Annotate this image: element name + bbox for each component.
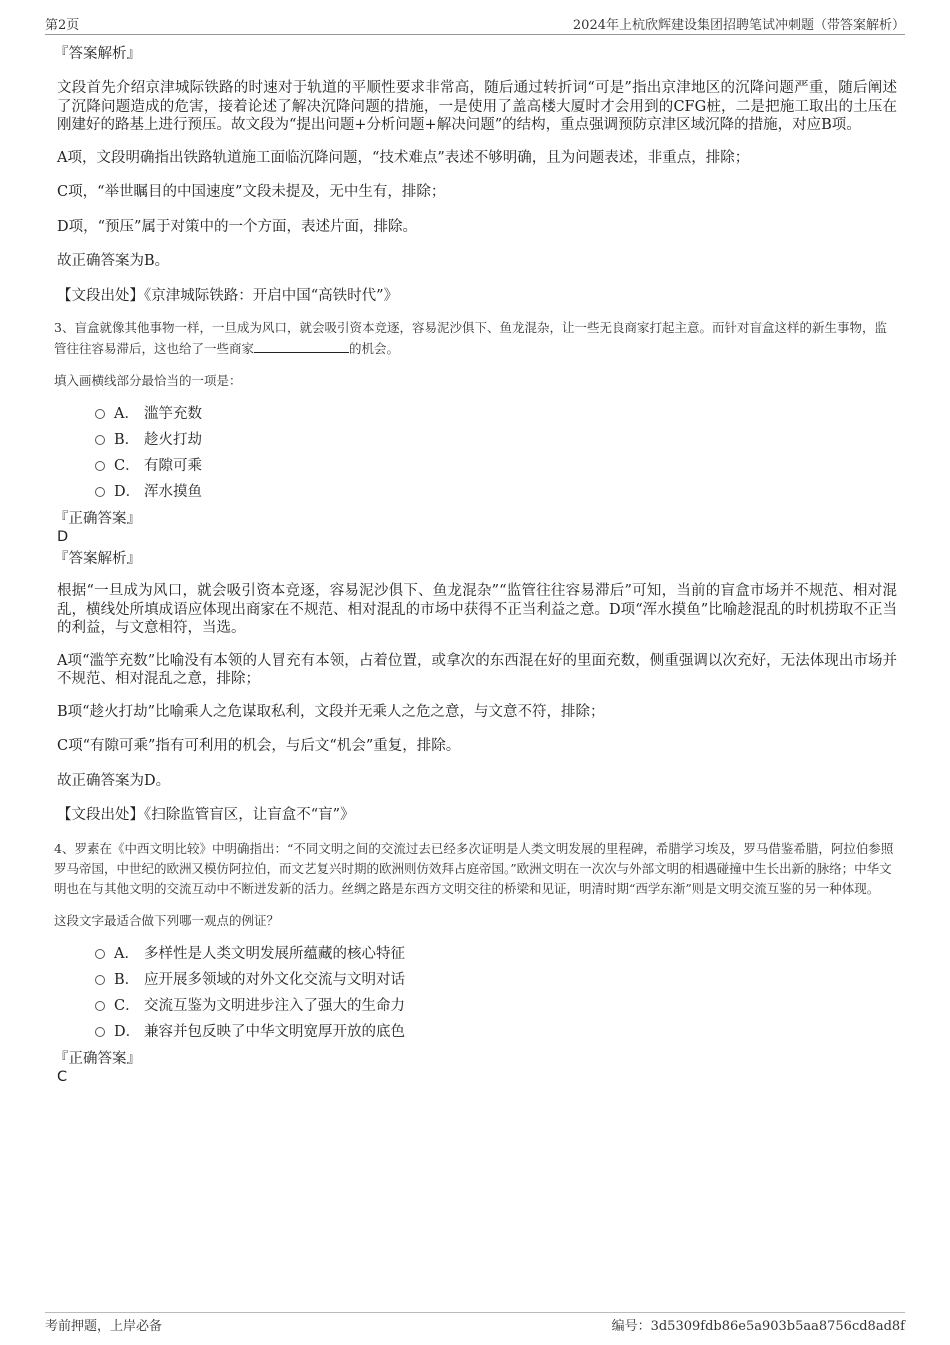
radio-icon[interactable] [95, 1001, 105, 1011]
radio-icon[interactable] [95, 949, 105, 959]
q3-stem-text-end: 的机会。 [349, 341, 400, 356]
q4-instruction: 这段文字最适合做下列哪一观点的例证？ [54, 912, 280, 928]
footer-serial-number: 编号：3d5309fdb86e5a903b5aa8756cd8ad8f [611, 1319, 905, 1334]
q3-correct-answer: D [57, 529, 69, 545]
q2-analysis-paragraph: D项，“预压”属于对策中的一个方面，表述片面，排除。 [57, 218, 417, 235]
radio-icon[interactable] [95, 461, 105, 471]
radio-icon[interactable] [95, 435, 105, 445]
q4-option-d[interactable]: D． 兼容并包反映了中华文明宽厚开放的底色 [95, 1019, 897, 1045]
q2-analysis-paragraph: C项，“举世瞩目的中国速度”文段未提及，无中生有，排除； [57, 184, 446, 200]
q2-analysis-label: 『答案解析』 [54, 46, 141, 62]
document-title: 2024年上杭欣辉建设集团招聘笔试冲刺题（带答案解析） [572, 18, 905, 33]
q4-option-b[interactable]: B． 应开展多领域的对外文化交流与文明对话 [95, 967, 897, 993]
radio-icon[interactable] [95, 487, 105, 497]
q3-options [95, 401, 897, 505]
q2-analysis-paragraph: A项，文段明确指出铁路轨道施工面临沉降问题，“技术难点”表述不够明确，且为问题表述，非重点，排除； [57, 149, 750, 166]
page-content [54, 44, 897, 1086]
q4-correct-answer: C [57, 1068, 68, 1085]
q2-analysis-paragraph: 文段首先介绍京津城际铁路的时速对于轨道的平顺性要求非常高，随后通过转折词“可是”指出京津地区的沉降问题严重，随后阐述了沉降问题造成的危害，接着论述了解决沉降问题的措施，一是使用了盖高楼大厦时才会用到的CFG桩，二是把施工取出的土压在刚建好的路基上进行预压。故文段为“提出问题+分析问题+解决问题”的结构，重点强调预防京津区域沉降的措施，对应B项。 [57, 80, 897, 133]
radio-icon[interactable] [95, 1027, 105, 1037]
q3-analysis-paragraph: 根据“一旦成为风口，就会吸引资本竞逐，容易泥沙俱下、鱼龙混杂”“监管往往容易滞后”可知，当前的盲盒市场并不规范、相对混乱，横线处所填成语应体现出商家在不规范、相对混乱的市场中获得不正当利益之意。D项“浑水摸鱼”比喻趁混乱的时机捞取不正当的利益，与文意相符，当选。 [57, 583, 897, 636]
q2-analysis-conclusion: 故正确答案为B。 [57, 253, 170, 269]
page-header [45, 14, 905, 35]
q3-option-d[interactable]: D． 浑水摸鱼 [95, 479, 897, 505]
q4-option-a[interactable]: A． 多样性是人类文明发展所蕴藏的核心特征 [95, 941, 897, 967]
q2-source: 【文段出处】《京津城际铁路：开启中国“高铁时代”》 [57, 287, 399, 304]
q3-analysis-paragraph: B项“趁火打劫”比喻乘人之危谋取私利，文段并无乘人之危之意，与文意不符，排除； [57, 703, 605, 720]
q3-source: 【文段出处】《扫除监管盲区，让盲盒不“盲”》 [57, 807, 355, 823]
q3-correct-label: 『正确答案』 [54, 511, 141, 527]
footer-slogan: 考前押题，上岸必备 [45, 1319, 163, 1334]
q3-stem-text: 3、盲盒就像其他事物一样，一旦成为风口，就会吸引资本竞逐，容易泥沙俱下、鱼龙混杂，让一些无良商家打起主意。而针对盲盒这样的新生事物，监管往往容易滞后，这也给了一些商家 [54, 320, 887, 356]
q3-option-b[interactable]: B． 趁火打劫 [95, 427, 897, 453]
q4-correct-label: 『正确答案』 [54, 1050, 141, 1067]
q4-option-c[interactable]: C． 交流互鉴为文明进步注入了强大的生命力 [95, 993, 897, 1019]
radio-icon[interactable] [95, 975, 105, 985]
q3-option-a[interactable]: A． 滥竽充数 [95, 401, 897, 427]
q3-stem [54, 318, 897, 359]
q3-analysis-paragraph: A项“滥竽充数”比喻没有本领的人冒充有本领，占着位置，或拿次的东西混在好的里面充数，侧重强调以次充好，无法体现出市场并不规范、相对混乱之意，排除； [57, 652, 897, 687]
q3-instruction: 填入画横线部分最恰当的一项是： [54, 373, 242, 388]
page-footer [45, 1312, 905, 1334]
q4-stem: 4、罗素在《中西文明比较》中明确指出：“不同文明之间的交流过去已经多次证明是人类文明发展的里程碑，希腊学习埃及，罗马借鉴希腊，阿拉伯参照罗马帝国，中世纪的欧洲又模仿阿拉伯，而文艺复兴时期的欧洲则仿效拜占庭帝国。”欧洲文明在一次次与外部文明的相遇碰撞中生长出新的脉络；中华文明也在与其他文明的交流互动中不断迸发新的活力。丝绸之路是东西方文明交往的桥梁和见证，明清时期“西学东渐”则是文明交流互鉴的另一种体现。 [54, 840, 894, 896]
radio-icon[interactable] [95, 409, 105, 419]
q3-option-c[interactable]: C． 有隙可乘 [95, 453, 897, 479]
q3-analysis-paragraph: C项“有隙可乘”指有可利用的机会，与后文“机会”重复，排除。 [57, 738, 461, 754]
q3-analysis-label: 『答案解析』 [54, 551, 141, 567]
q3-fill-blank [254, 338, 349, 353]
q3-analysis-conclusion: 故正确答案为D。 [57, 772, 171, 789]
q4-options [95, 941, 897, 1045]
page-number: 第2页 [45, 18, 80, 33]
